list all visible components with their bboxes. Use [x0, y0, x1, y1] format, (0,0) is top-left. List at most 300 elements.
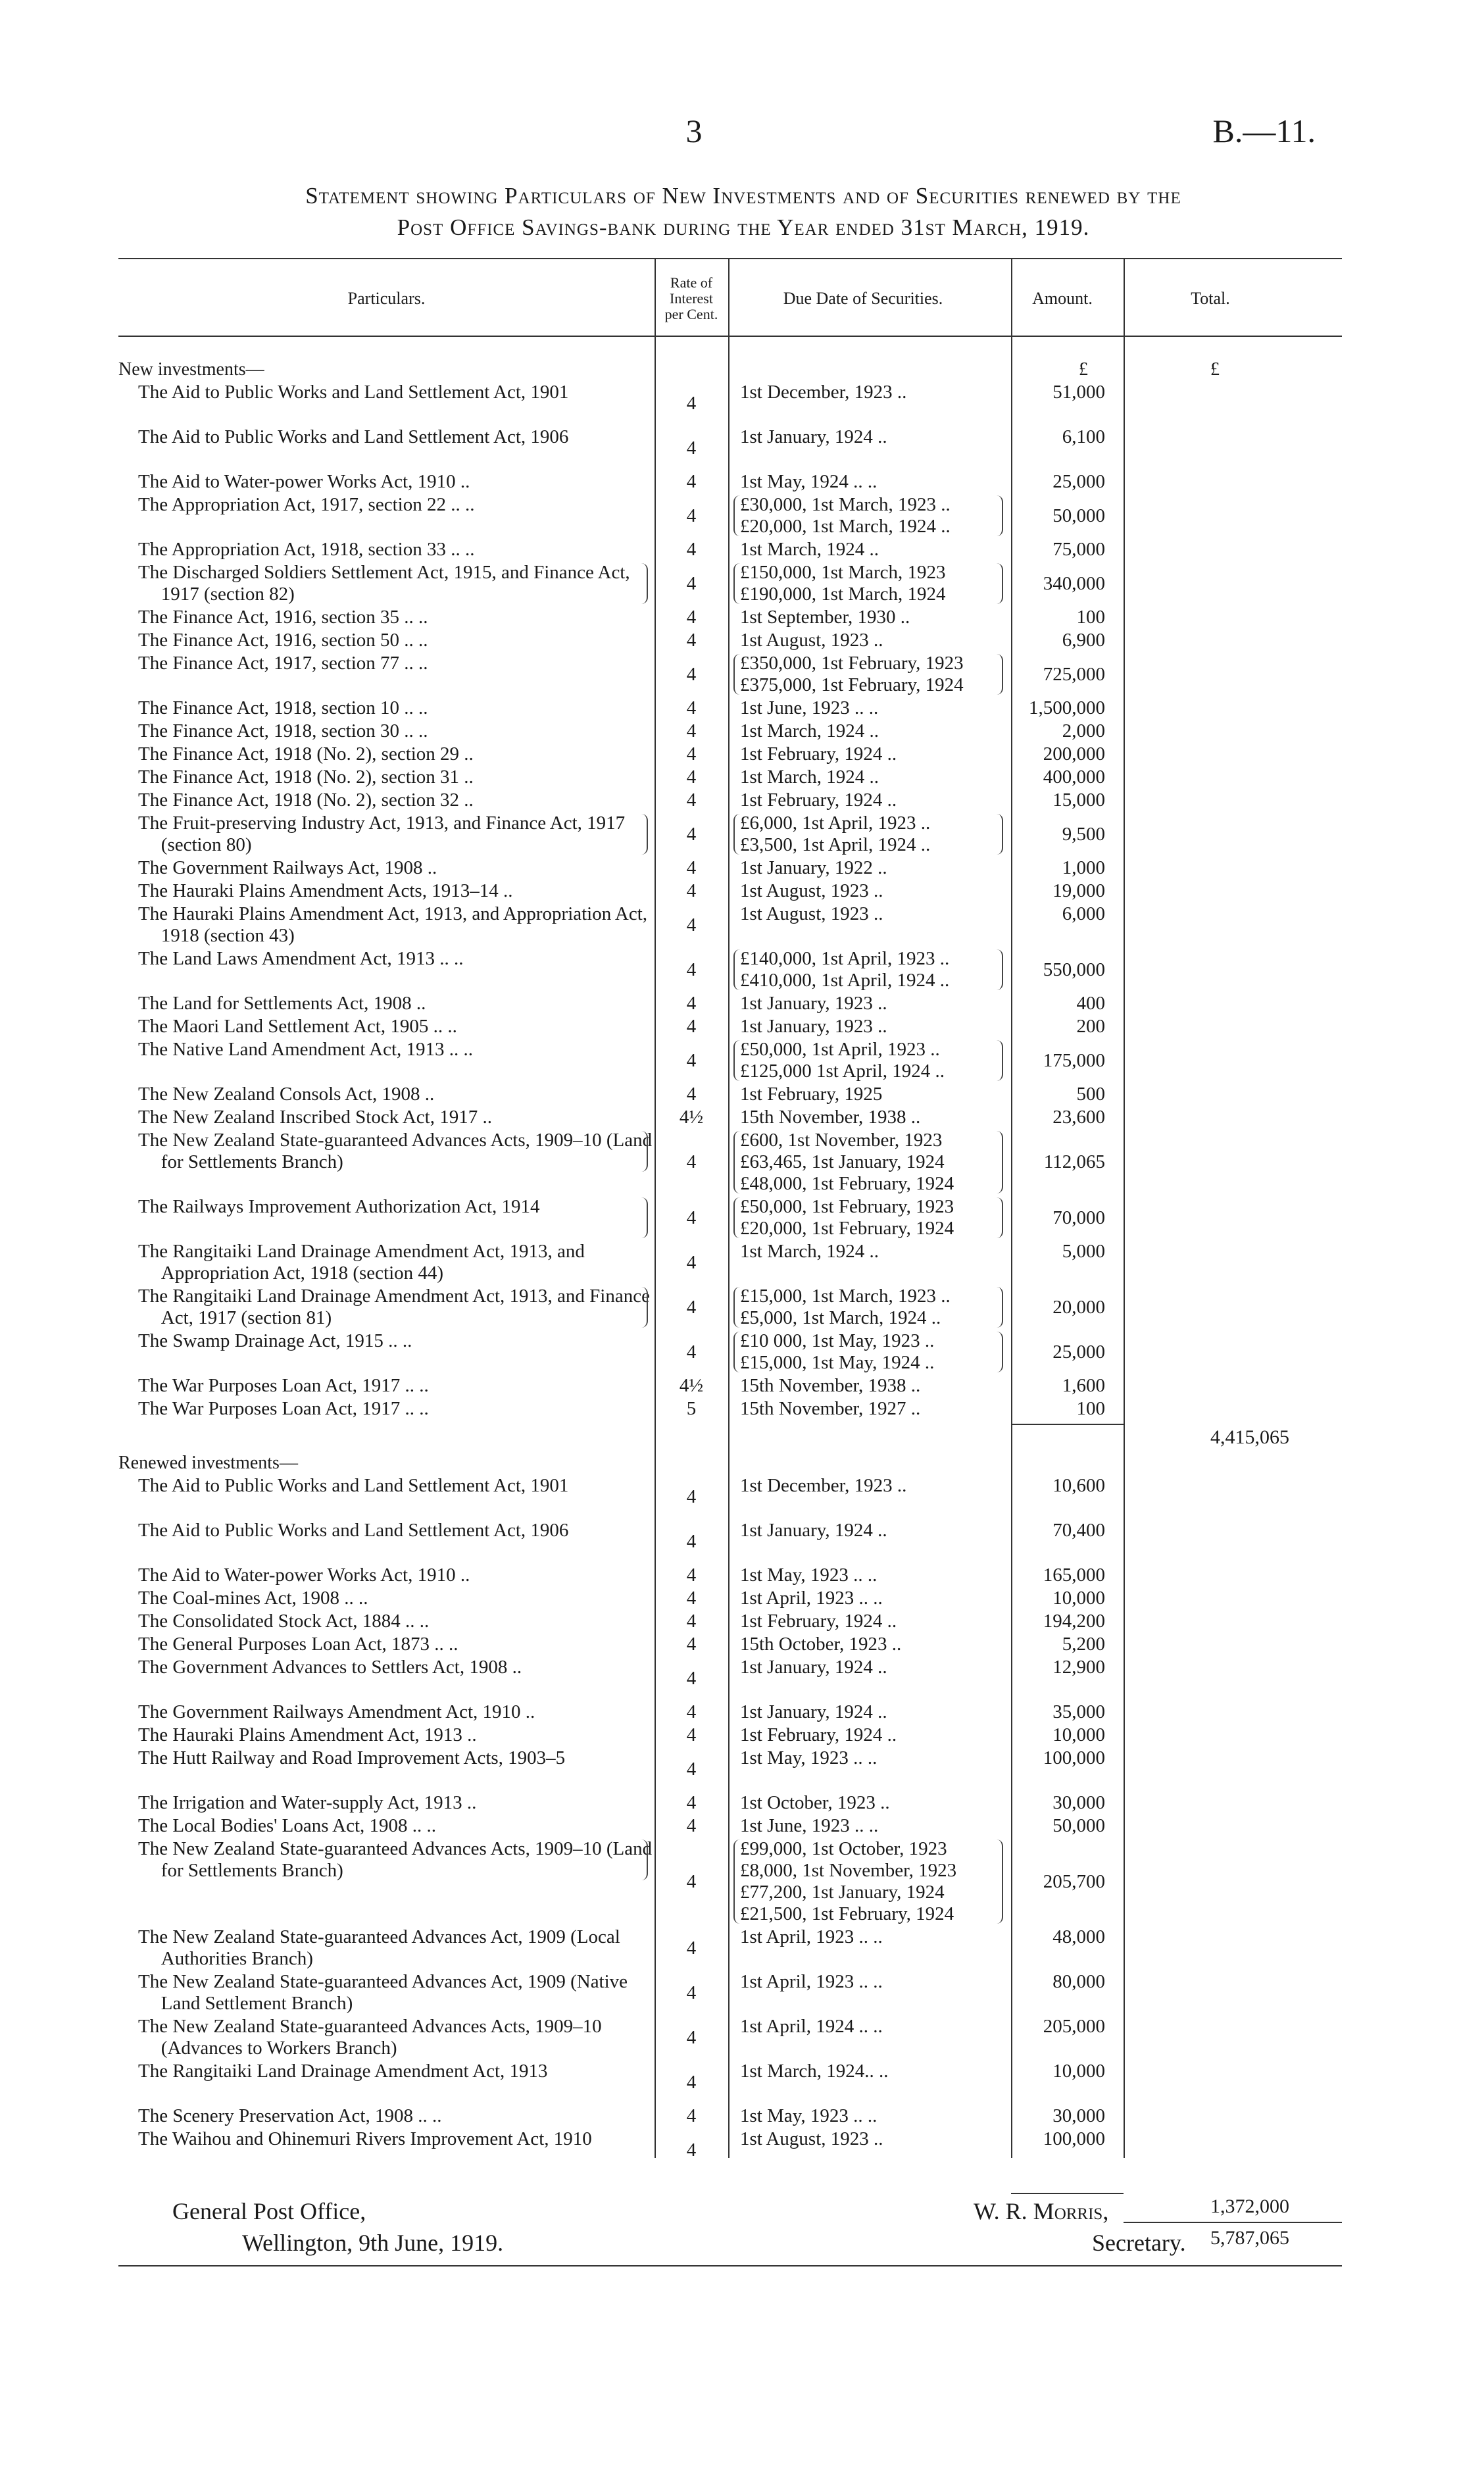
amount-cell: 100,000 — [1043, 1747, 1105, 1768]
footer-position: Secretary. — [1092, 2230, 1186, 2256]
due-date-cell — [740, 789, 990, 811]
due-date-line: £600, 1st November, 1923 — [740, 1130, 943, 1151]
rate-cell: 4 — [686, 959, 697, 980]
table-row — [118, 2061, 1342, 2104]
particulars-cell: The Appropriation Act, 1918, section 33 .. .. — [138, 539, 475, 560]
due-date-line: £99,000, 1st October, 1923 — [740, 1838, 947, 1859]
rate-cell: 4½ — [679, 1375, 704, 1396]
due-date-line: 1st September, 1930 .. — [740, 607, 910, 628]
due-date-cell — [740, 1588, 990, 1609]
due-date-line: 1st May, 1923 .. .. — [740, 2105, 878, 2126]
rate-cell: 4 — [686, 1565, 697, 1586]
amount-cell: 175,000 — [1043, 1049, 1105, 1071]
column-header-total: Total. — [1191, 289, 1230, 308]
particulars-cell: The New Zealand State-guaranteed Advances Act, 1909 (Native Land Settlement Branch) — [138, 1971, 628, 2014]
rate-cell: 4 — [686, 630, 697, 651]
due-date-cell — [740, 697, 990, 719]
due-date-line: £50,000, 1st April, 1923 .. — [740, 1039, 940, 1060]
due-date-cell — [740, 880, 990, 902]
table-row — [118, 948, 1342, 991]
due-date-cell — [740, 2105, 990, 2127]
due-date-cell — [740, 1838, 990, 1925]
due-date-line: £48,000, 1st February, 1924 — [740, 1173, 954, 1194]
table-row — [118, 720, 1342, 742]
table-row — [118, 1838, 1342, 1925]
amount-cell: 25,000 — [1052, 471, 1105, 492]
particulars-cell: The New Zealand State-guaranteed Advances Acts, 1909–10 (Land for Settlements Branch) — [138, 1838, 653, 1881]
due-date-cell — [740, 993, 990, 1014]
rate-cell: 4 — [686, 392, 697, 414]
particulars-cell: The Finance Act, 1918 (No. 2), section 29 .. — [138, 743, 474, 764]
rate-cell: 4 — [686, 914, 697, 936]
amount-cell: 30,000 — [1052, 2105, 1105, 2126]
particulars-cell: The Railways Improvement Authorization Act, 1914 — [138, 1196, 540, 1217]
due-date-line: 1st May, 1923 .. .. — [740, 1747, 878, 1768]
table-row — [118, 1107, 1342, 1128]
due-date-cell — [740, 653, 990, 696]
amount-cell: 194,200 — [1043, 1611, 1105, 1632]
particulars-cell: The New Zealand Consols Act, 1908 .. — [138, 1084, 435, 1105]
particulars-cell: The Government Railways Amendment Act, 1910 .. — [138, 1701, 535, 1722]
new-investments-total: 4,415,065 — [1210, 1426, 1289, 1448]
due-date-line: £50,000, 1st February, 1923 — [740, 1196, 954, 1217]
footer-office: General Post Office, — [172, 2198, 366, 2224]
table-row — [118, 630, 1342, 651]
column-header-amount: Amount. — [1032, 289, 1093, 308]
table-row — [118, 1815, 1342, 1837]
amount-cell: 100,000 — [1043, 2128, 1105, 2149]
amount-cell: 400 — [1076, 993, 1105, 1014]
due-date-line: £5,000, 1st March, 1924 .. — [740, 1307, 941, 1328]
particulars-cell: The Scenery Preservation Act, 1908 .. .. — [138, 2105, 442, 2126]
due-date-cell — [740, 382, 990, 403]
due-date-line: £375,000, 1st February, 1924 — [740, 674, 964, 695]
rate-cell: 4 — [686, 789, 697, 811]
due-date-line: 1st January, 1923 .. — [740, 1016, 887, 1037]
renewed-investments-label: Renewed investments— — [118, 1453, 298, 1473]
particulars-cell: The Finance Act, 1918 (No. 2), section 32 .. — [138, 789, 474, 811]
due-date-cell — [740, 2128, 990, 2150]
rate-cell: 4 — [686, 2105, 697, 2126]
renewed-investments-subtotal-rule — [1011, 2193, 1124, 2194]
table-row — [118, 1286, 1342, 1329]
due-date-line: 1st January, 1924 .. — [740, 1520, 887, 1541]
rate-cell: 4 — [686, 1815, 697, 1836]
amount-cell: 6,000 — [1062, 903, 1105, 924]
table-top-rule — [118, 258, 1342, 259]
footer-signatory: W. R. Morris, — [974, 2198, 1109, 2224]
particulars-cell: The Finance Act, 1918, section 10 .. .. — [138, 697, 428, 718]
due-date-cell — [740, 1792, 990, 1814]
due-date-cell — [740, 1815, 990, 1837]
table-row — [118, 903, 1342, 947]
table-row — [118, 857, 1342, 879]
rate-cell: 4 — [686, 505, 697, 526]
rate-cell: 4 — [686, 1207, 697, 1228]
particulars-brace — [641, 1840, 648, 1880]
grand-total-rule — [1124, 2222, 1342, 2223]
amount-cell: 20,000 — [1052, 1296, 1105, 1318]
rate-header-line-1: Rate of — [670, 274, 713, 291]
table-row — [118, 1241, 1342, 1284]
table-row — [118, 1330, 1342, 1374]
rate-cell: 4 — [686, 743, 697, 764]
left-brace — [733, 563, 740, 604]
due-date-line: £3,500, 1st April, 1924 .. — [740, 834, 931, 855]
table-row — [118, 1926, 1342, 1970]
due-date-cell — [740, 1926, 990, 1948]
due-date-line: 1st February, 1925 — [740, 1084, 883, 1105]
due-date-line: 1st January, 1923 .. — [740, 993, 887, 1014]
rate-cell: 4 — [686, 1084, 697, 1105]
amount-cell: 51,000 — [1052, 382, 1105, 403]
rate-cell: 4 — [686, 1982, 697, 2003]
document-reference: B.—11. — [1212, 113, 1316, 149]
due-date-line: 1st February, 1924 .. — [740, 743, 897, 764]
due-date-cell — [740, 1107, 990, 1128]
due-date-line: 1st August, 1923 .. — [740, 2128, 883, 2149]
due-date-line: 1st August, 1923 .. — [740, 880, 883, 901]
due-date-line: 1st April, 1923 .. .. — [740, 1588, 883, 1609]
due-date-line: 15th November, 1938 .. — [740, 1107, 921, 1128]
rate-cell: 4 — [686, 2139, 697, 2161]
particulars-cell: The New Zealand State-guaranteed Advances Acts, 1909–10 (Land for Settlements Branch) — [138, 1130, 653, 1172]
rate-cell: 4 — [686, 572, 697, 594]
amount-cell: 30,000 — [1052, 1792, 1105, 1813]
particulars-cell: The Finance Act, 1916, section 35 .. .. — [138, 607, 428, 628]
due-date-cell — [740, 948, 990, 991]
table-row — [118, 993, 1342, 1014]
amount-cell: 2,000 — [1062, 720, 1105, 741]
table-row — [118, 1747, 1342, 1791]
amount-cell: 70,000 — [1052, 1207, 1105, 1228]
table-row — [118, 1375, 1342, 1397]
rate-header-line-3: per Cent. — [664, 306, 718, 322]
title-line-1: Statement showing Particulars of New Investments and of Securities renewed by the — [305, 183, 1181, 209]
amount-cell: 550,000 — [1043, 959, 1105, 980]
due-date-line: £63,465, 1st January, 1924 — [740, 1151, 945, 1172]
due-date-cell — [740, 471, 990, 493]
table-row — [118, 789, 1342, 811]
amount-cell: 10,000 — [1052, 2061, 1105, 2082]
rate-cell: 4 — [686, 880, 697, 901]
particulars-cell: The Finance Act, 1916, section 50 .. .. — [138, 630, 428, 651]
particulars-cell: The Aid to Public Works and Land Settlement Act, 1906 — [138, 426, 569, 447]
particulars-cell: The Hauraki Plains Amendment Act, 1913 .. — [138, 1724, 477, 1745]
due-date-cell — [740, 1330, 990, 1374]
amount-cell: 70,400 — [1052, 1520, 1105, 1541]
table-row — [118, 1084, 1342, 1105]
table-row — [118, 880, 1342, 902]
amount-cell: 12,900 — [1052, 1657, 1105, 1678]
due-date-cell — [740, 2016, 990, 2038]
due-date-line: 1st April, 1923 .. .. — [740, 1971, 883, 1992]
amount-cell: 725,000 — [1043, 663, 1105, 685]
table-row — [118, 382, 1342, 425]
renewed-investments-total: 1,372,000 — [1210, 2195, 1289, 2217]
due-date-line: 1st March, 1924.. .. — [740, 2061, 889, 2082]
table-row — [118, 766, 1342, 788]
table-row — [118, 1039, 1342, 1082]
particulars-brace — [641, 1287, 648, 1328]
rate-cell: 4 — [686, 1296, 697, 1318]
amount-cell: 5,000 — [1062, 1241, 1105, 1262]
particulars-brace — [641, 563, 648, 604]
column-header-rate — [655, 262, 728, 336]
due-date-cell — [740, 1016, 990, 1038]
due-date-cell — [740, 1084, 990, 1105]
particulars-cell: The Aid to Public Works and Land Settlement Act, 1906 — [138, 1520, 569, 1541]
particulars-brace — [641, 1131, 648, 1172]
rate-cell: 4 — [686, 1049, 697, 1071]
particulars-cell: The Maori Land Settlement Act, 1905 .. .. — [138, 1016, 457, 1037]
due-date-line: 1st March, 1924 .. — [740, 1241, 879, 1262]
left-brace — [733, 814, 740, 855]
amount-cell: 100 — [1076, 1398, 1105, 1419]
particulars-cell: The Land Laws Amendment Act, 1913 .. .. — [138, 948, 464, 969]
title-line-2: Post Office Savings-bank during the Year ended 31st March, 1919. — [397, 214, 1090, 240]
rate-cell: 4 — [686, 1701, 697, 1722]
due-date-line: 1st August, 1923 .. — [740, 630, 883, 651]
amount-cell: 48,000 — [1052, 1926, 1105, 1947]
table-row — [118, 1724, 1342, 1746]
left-brace — [733, 1332, 740, 1372]
due-date-line: 1st February, 1924 .. — [740, 1611, 897, 1632]
rate-cell: 4 — [686, 539, 697, 560]
particulars-cell: The Aid to Water-power Works Act, 1910 .. — [138, 1565, 470, 1586]
rate-cell: 4 — [686, 2026, 697, 2048]
table-row — [118, 1792, 1342, 1814]
due-date-cell — [740, 1130, 990, 1195]
particulars-cell: The Discharged Soldiers Settlement Act, 1915, and Finance Act, 1917 (section 82) — [138, 562, 630, 605]
particulars-cell: The General Purposes Loan Act, 1873 .. .. — [138, 1634, 458, 1655]
rate-cell: 5 — [686, 1398, 697, 1419]
particulars-cell: The Aid to Public Works and Land Settlement Act, 1901 — [138, 382, 569, 403]
due-date-line: £125,000 1st April, 1924 .. — [740, 1061, 945, 1082]
amount-cell: 25,000 — [1052, 1341, 1105, 1363]
rate-cell: 4 — [686, 663, 697, 685]
due-date-line: 15th November, 1927 .. — [740, 1398, 921, 1419]
table-row — [118, 1016, 1342, 1038]
amount-cell: 200 — [1076, 1016, 1105, 1037]
table-row — [118, 743, 1342, 765]
due-date-cell — [740, 607, 990, 628]
particulars-cell: The New Zealand State-guaranteed Advances Act, 1909 (Local Authorities Branch) — [138, 1926, 620, 1969]
table-row — [118, 1196, 1342, 1240]
rate-cell: 4 — [686, 607, 697, 628]
due-date-cell — [740, 720, 990, 742]
particulars-cell: The Swamp Drainage Act, 1915 .. .. — [138, 1330, 412, 1351]
due-date-line: £190,000, 1st March, 1924 — [740, 584, 946, 605]
particulars-cell: The Waihou and Ohinemuri Rivers Improvement Act, 1910 — [138, 2128, 592, 2149]
rate-cell: 4½ — [679, 1107, 704, 1128]
amount-cell: 205,000 — [1043, 2016, 1105, 2037]
amount-cell: 6,900 — [1062, 630, 1105, 651]
amount-cell: 50,000 — [1052, 505, 1105, 526]
rate-cell: 4 — [686, 1758, 697, 1780]
table-bottom-rule — [118, 2265, 1342, 2266]
due-date-line: £15,000, 1st March, 1923 .. — [740, 1286, 951, 1307]
amount-currency-symbol: £ — [1079, 359, 1088, 380]
table-row — [118, 1398, 1342, 1420]
column-header-due-date: Due Date of Securities. — [783, 289, 943, 308]
rate-cell: 4 — [686, 993, 697, 1014]
rate-cell: 4 — [686, 437, 697, 459]
new-investments-subtotal-rule — [1011, 1424, 1124, 1425]
due-date-line: £140,000, 1st April, 1923 .. — [740, 948, 950, 969]
particulars-cell: The Aid to Water-power Works Act, 1910 .. — [138, 471, 470, 492]
amount-cell: 100 — [1076, 607, 1105, 628]
table-row — [118, 2105, 1342, 2127]
table-header-rule — [118, 336, 1342, 337]
due-date-line: 1st December, 1923 .. — [740, 382, 907, 403]
due-date-line: 1st October, 1923 .. — [740, 1792, 890, 1813]
left-brace — [733, 654, 740, 695]
rate-cell: 4 — [686, 1667, 697, 1689]
due-date-cell — [740, 1701, 990, 1723]
particulars-cell: The Government Railways Act, 1908 .. — [138, 857, 437, 878]
due-date-cell — [740, 1286, 990, 1329]
rate-cell: 4 — [686, 857, 697, 878]
due-date-cell — [740, 1475, 990, 1497]
due-date-line: £20,000, 1st March, 1924 .. — [740, 516, 951, 537]
particulars-cell: The New Zealand State-guaranteed Advances Acts, 1909–10 (Advances to Workers Branch) — [138, 2016, 602, 2059]
amount-cell: 500 — [1076, 1084, 1105, 1105]
due-date-cell — [740, 494, 990, 538]
due-date-line: 1st June, 1923 .. .. — [740, 697, 879, 718]
page-number: 3 — [685, 113, 703, 149]
new-investments-label: New investments— — [118, 359, 264, 380]
column-header-particulars: Particulars. — [347, 289, 426, 308]
rate-cell: 4 — [686, 766, 697, 788]
particulars-cell: The Coal-mines Act, 1908 .. .. — [138, 1588, 368, 1609]
due-date-line: 1st May, 1924 .. .. — [740, 471, 878, 492]
due-date-cell — [740, 1724, 990, 1746]
amount-cell: 340,000 — [1043, 572, 1105, 594]
rate-cell: 4 — [686, 2071, 697, 2093]
table-row — [118, 426, 1342, 470]
due-date-cell — [740, 1611, 990, 1632]
grand-total: 5,787,065 — [1210, 2227, 1289, 2249]
due-date-cell — [740, 1657, 990, 1678]
left-brace — [733, 1040, 740, 1081]
due-date-cell — [740, 426, 990, 448]
table-row — [118, 539, 1342, 561]
particulars-cell: The Appropriation Act, 1917, section 22 .. .. — [138, 494, 475, 515]
due-date-line: 1st August, 1923 .. — [740, 903, 883, 924]
due-date-cell — [740, 1565, 990, 1586]
rate-header-line-2: Interest — [670, 290, 713, 307]
table-row — [118, 1971, 1342, 2015]
table-row — [118, 1475, 1342, 1518]
particulars-cell: The Government Advances to Settlers Act, 1908 .. — [138, 1657, 522, 1678]
due-date-line: 1st March, 1924 .. — [740, 766, 879, 788]
due-date-cell — [740, 1747, 990, 1769]
due-date-cell — [740, 1039, 990, 1082]
due-date-cell — [740, 1520, 990, 1541]
amount-cell: 80,000 — [1052, 1971, 1105, 1992]
due-date-line: 1st April, 1924 .. .. — [740, 2016, 883, 2037]
rate-cell: 4 — [686, 1486, 697, 1507]
amount-cell: 400,000 — [1043, 766, 1105, 788]
due-date-line: 15th November, 1938 .. — [740, 1375, 921, 1396]
rate-cell: 4 — [686, 1341, 697, 1363]
amount-cell: 35,000 — [1052, 1701, 1105, 1722]
footer-place-date: Wellington, 9th June, 1919. — [242, 2230, 504, 2256]
amount-cell: 205,700 — [1043, 1870, 1105, 1892]
due-date-line: £77,200, 1st January, 1924 — [740, 1882, 945, 1903]
due-date-line: 1st March, 1924 .. — [740, 720, 879, 741]
due-date-line: 1st February, 1924 .. — [740, 789, 897, 811]
due-date-line: 1st June, 1923 .. .. — [740, 1815, 879, 1836]
table-row — [118, 2016, 1342, 2059]
particulars-cell: The Aid to Public Works and Land Settlement Act, 1901 — [138, 1475, 569, 1496]
table-row — [118, 1634, 1342, 1655]
left-brace — [733, 495, 740, 536]
particulars-cell: The Consolidated Stock Act, 1884 .. .. — [138, 1611, 430, 1632]
rate-cell: 4 — [686, 697, 697, 718]
rate-cell: 4 — [686, 1937, 697, 1959]
table-row — [118, 653, 1342, 696]
amount-cell: 5,200 — [1062, 1634, 1105, 1655]
statement-title — [99, 180, 1388, 243]
amount-cell: 50,000 — [1052, 1815, 1105, 1836]
due-date-cell — [740, 766, 990, 788]
due-date-cell — [740, 1971, 990, 1993]
due-date-line: £150,000, 1st March, 1923 — [740, 562, 946, 583]
due-date-line: £15,000, 1st May, 1924 .. — [740, 1352, 935, 1373]
amount-cell: 1,500,000 — [1029, 697, 1105, 718]
table-row — [118, 1588, 1342, 1609]
rate-cell: 4 — [686, 1530, 697, 1552]
particulars-cell: The Irrigation and Water-supply Act, 1913 .. — [138, 1792, 477, 1813]
amount-cell: 10,000 — [1052, 1724, 1105, 1745]
due-date-cell — [740, 1196, 990, 1240]
table-row — [118, 1701, 1342, 1723]
due-date-line: £410,000, 1st April, 1924 .. — [740, 970, 950, 991]
particulars-cell: The Hauraki Plains Amendment Acts, 1913–14 .. — [138, 880, 513, 901]
due-date-line: 1st January, 1924 .. — [740, 1657, 887, 1678]
rate-cell: 4 — [686, 1724, 697, 1745]
table-row — [118, 1657, 1342, 1700]
amount-cell: 1,600 — [1062, 1375, 1105, 1396]
due-date-cell — [740, 1634, 990, 1655]
table-row — [118, 1611, 1342, 1632]
amount-cell: 200,000 — [1043, 743, 1105, 764]
due-date-line: 1st March, 1924 .. — [740, 539, 879, 560]
rate-cell: 4 — [686, 1588, 697, 1609]
amount-cell: 23,600 — [1052, 1107, 1105, 1128]
particulars-cell: The Finance Act, 1918 (No. 2), section 31 .. — [138, 766, 474, 788]
due-date-line: £30,000, 1st March, 1923 .. — [740, 494, 951, 515]
amount-cell: 10,000 — [1052, 1588, 1105, 1609]
particulars-cell: The Local Bodies' Loans Act, 1908 .. .. — [138, 1815, 437, 1836]
amount-cell: 10,600 — [1052, 1475, 1105, 1496]
due-date-line: 1st January, 1924 .. — [740, 1701, 887, 1722]
particulars-cell: The Native Land Amendment Act, 1913 .. .. — [138, 1039, 474, 1060]
left-brace — [733, 1131, 740, 1193]
rate-cell: 4 — [686, 471, 697, 492]
due-date-cell — [740, 857, 990, 879]
amount-cell: 112,065 — [1043, 1151, 1105, 1172]
due-date-cell — [740, 1398, 990, 1420]
rate-cell: 4 — [686, 1151, 697, 1172]
amount-cell: 15,000 — [1052, 789, 1105, 811]
table-row — [118, 607, 1342, 628]
due-date-cell — [740, 630, 990, 651]
table-row — [118, 471, 1342, 493]
due-date-line: £20,000, 1st February, 1924 — [740, 1218, 954, 1239]
